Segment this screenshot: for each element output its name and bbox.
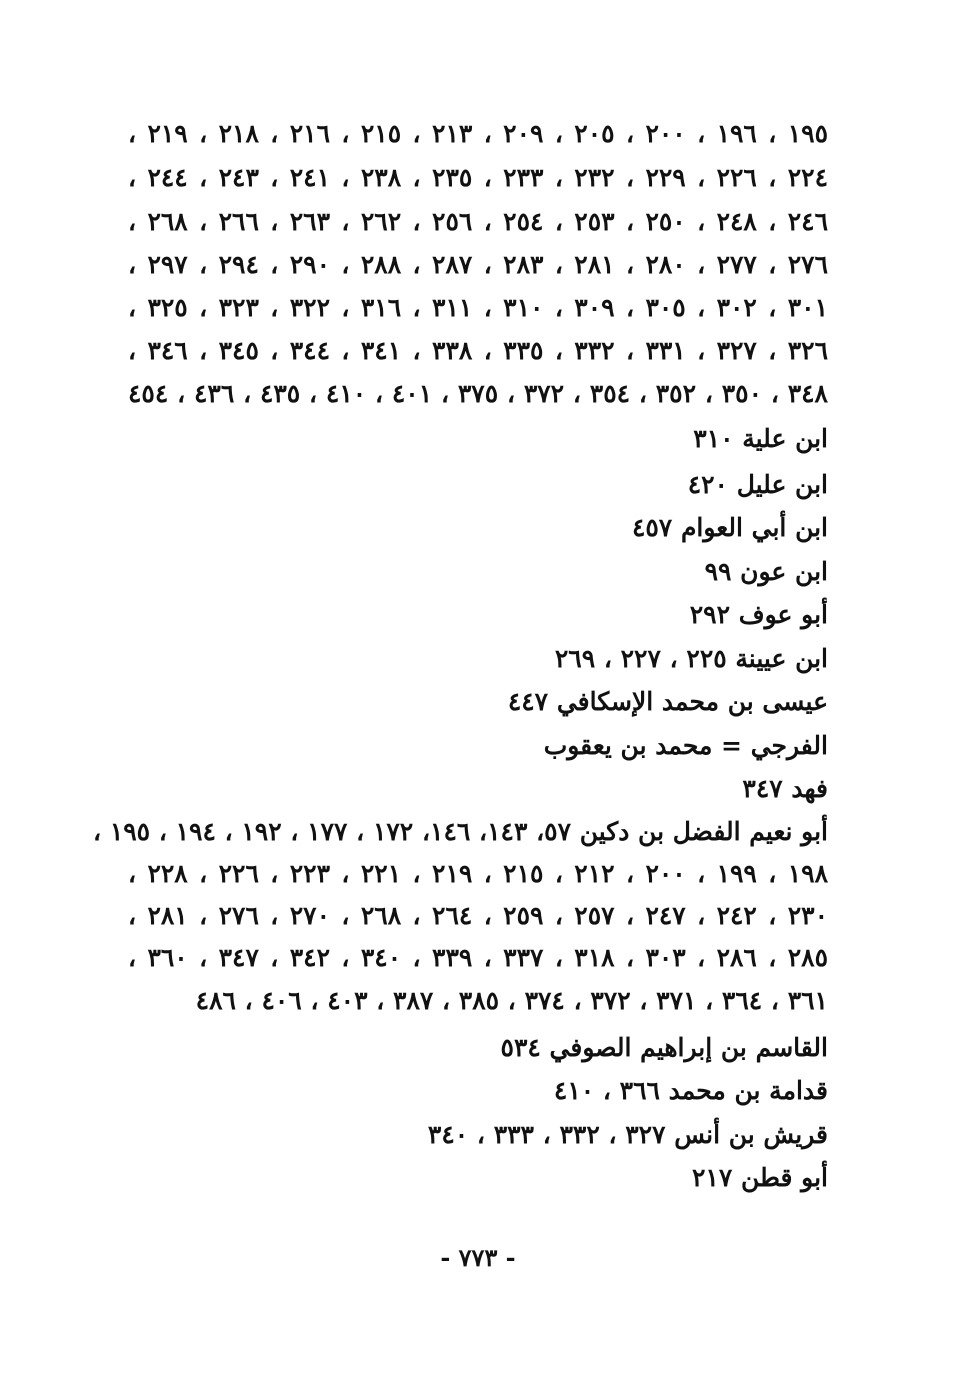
index-entry: ابن عون ٩٩ xyxy=(704,557,828,586)
index-entry: ابن عيينة ٢٢٥ ، ٢٢٧ ، ٢٦٩ xyxy=(554,644,828,673)
index-line: ١٩٨ ، ١٩٩ ، ٢٠٠ ، ٢١٢ ، ٢١٥ ، ٢١٩ ، ٢٢١ ، ٢٢٣ ، ٢٢٦ ، ٢٢٨ ، xyxy=(128,859,829,888)
index-line: ٢٢٤ ، ٢٢٦ ، ٢٢٩ ، ٢٣٢ ، ٢٣٣ ، ٢٣٥ ، ٢٣٨ ، ٢٤١ ، ٢٤٣ ، ٢٤٤ ، xyxy=(128,163,829,192)
index-line: ٢٣٠ ، ٢٤٢ ، ٢٤٧ ، ٢٥٧ ، ٢٥٩ ، ٢٦٤ ، ٢٦٨ ، ٢٧٠ ، ٢٧٦ ، ٢٨١ ، xyxy=(128,901,829,930)
index-entry: عيسى بن محمد الإسكافي ٤٤٧ xyxy=(507,687,828,716)
index-line: ٢٨٥ ، ٢٨٦ ، ٣٠٣ ، ٣١٨ ، ٣٣٧ ، ٣٣٩ ، ٣٤٠ ، ٣٤٢ ، ٣٤٧ ، ٣٦٠ ، xyxy=(128,943,829,972)
index-line: ١٩٥ ، ١٩٦ ، ٢٠٠ ، ٢٠٥ ، ٢٠٩ ، ٢١٣ ، ٢١٥ ، ٢١٦ ، ٢١٨ ، ٢١٩ ، xyxy=(128,119,829,148)
index-entry: فهد ٣٤٧ xyxy=(742,774,828,803)
index-entry: الفرجي = محمد بن يعقوب xyxy=(543,731,828,760)
page-number: - ٧٧٣ - xyxy=(440,1243,516,1272)
index-line: ٣٠١ ، ٣٠٢ ، ٣٠٥ ، ٣٠٩ ، ٣١٠ ، ٣١١ ، ٣١٦ ، ٣٢٢ ، ٣٢٣ ، ٣٢٥ ، xyxy=(128,293,829,322)
index-line: ٢٧٦ ، ٢٧٧ ، ٢٨٠ ، ٢٨١ ، ٢٨٣ ، ٢٨٧ ، ٢٨٨ ، ٢٩٠ ، ٢٩٤ ، ٢٩٧ ، xyxy=(128,250,829,279)
index-entry: قدامة بن محمد ٣٦٦ ، ٤١٠ xyxy=(553,1076,828,1105)
index-entry: أبو نعيم الفضل بن دكين ٥٧، ١٤٣، ١٤٦، ١٧٢ ، ١٧٧ ، ١٩٢ ، ١٩٤ ، ١٩٥ ، xyxy=(93,817,828,846)
index-entry: ابن عليل ٤٢٠ xyxy=(687,470,828,499)
index-entry: ابن أبي العوام ٤٥٧ xyxy=(631,513,828,542)
index-line: ٢٤٦ ، ٢٤٨ ، ٢٥٠ ، ٢٥٣ ، ٢٥٤ ، ٢٥٦ ، ٢٦٢ ، ٢٦٣ ، ٢٦٦ ، ٢٦٨ ، xyxy=(128,207,829,236)
index-entry: أبو عوف ٢٩٢ xyxy=(689,600,828,629)
index-line: ٣٦١ ، ٣٦٤ ، ٣٧١ ، ٣٧٢ ، ٣٧٤ ، ٣٨٥ ، ٣٨٧ ، ٤٠٣ ، ٤٠٦ ، ٤٨٦ xyxy=(195,986,828,1015)
index-line: ٣٢٦ ، ٣٢٧ ، ٣٣١ ، ٣٣٢ ، ٣٣٥ ، ٣٣٨ ، ٣٤١ ، ٣٤٤ ، ٣٤٥ ، ٣٤٦ ، xyxy=(128,336,829,365)
index-entry: قريش بن أنس ٣٢٧ ، ٣٣٢ ، ٣٣٣ ، ٣٤٠ xyxy=(427,1120,828,1149)
index-entry: أبو قطن ٢١٧ xyxy=(691,1163,828,1192)
index-line: ٣٤٨ ، ٣٥٠ ، ٣٥٢ ، ٣٥٤ ، ٣٧٢ ، ٣٧٥ ، ٤٠١ ، ٤١٠ ، ٤٣٥ ، ٤٣٦ ، ٤٥٤ xyxy=(128,379,828,408)
index-entry: ابن علية ٣١٠ xyxy=(693,424,828,453)
index-entry: القاسم بن إبراهيم الصوفي ٥٣٤ xyxy=(500,1033,828,1062)
